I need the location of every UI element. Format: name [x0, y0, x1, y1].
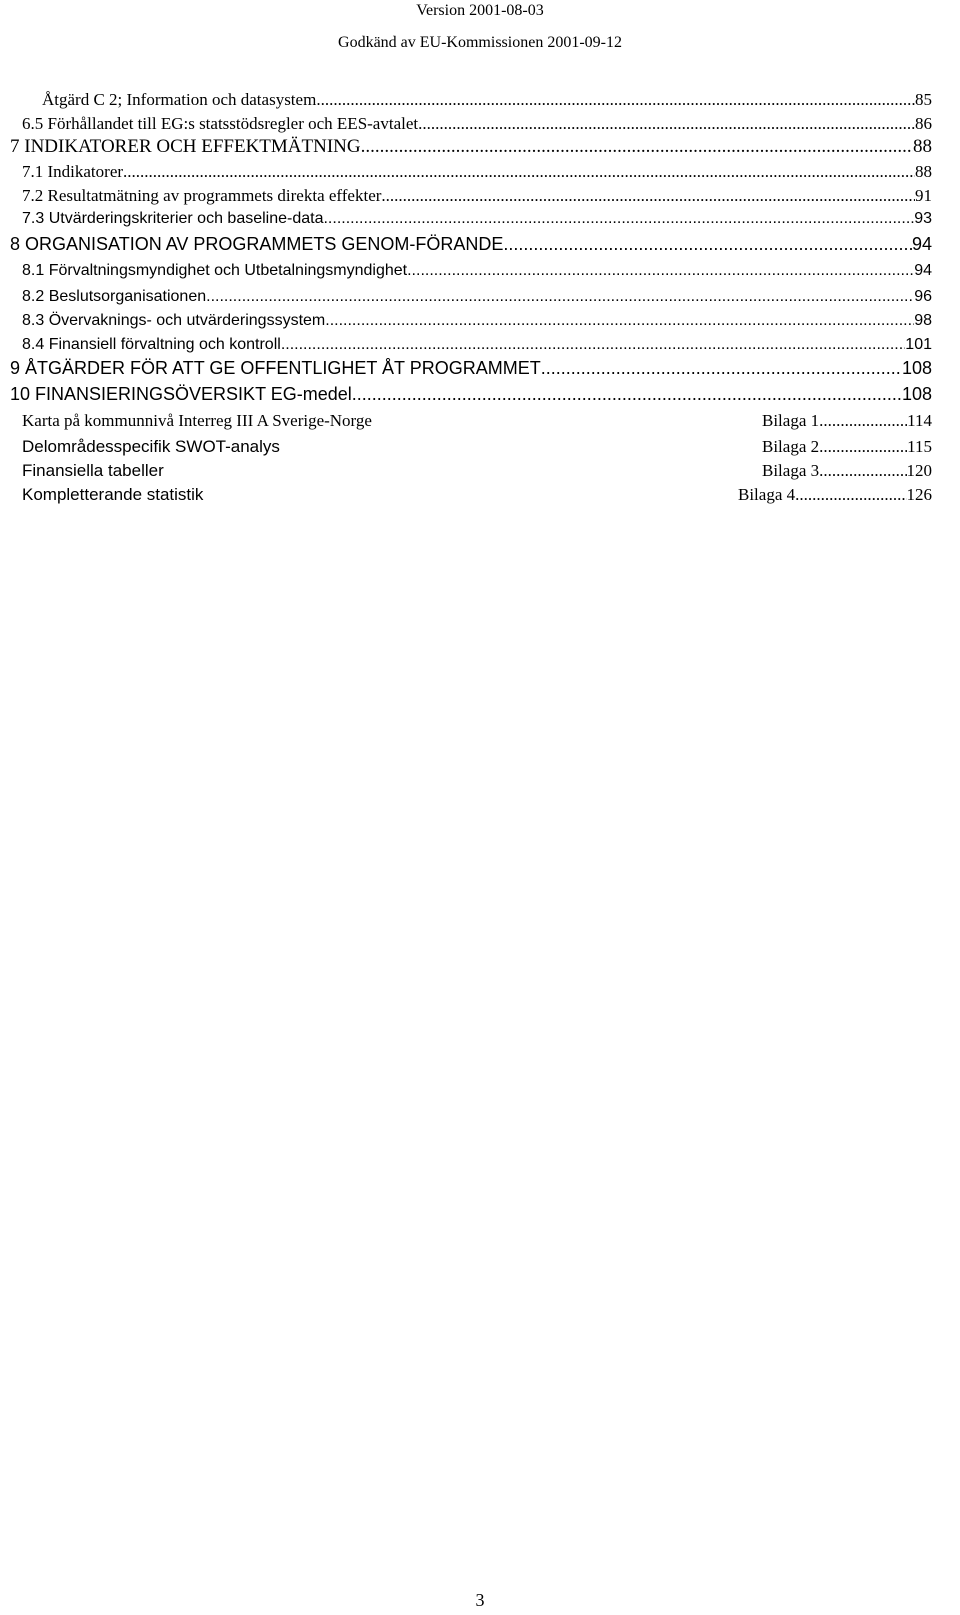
toc-entry-page: 93 [914, 210, 932, 227]
toc-entry[interactable] [22, 262, 932, 280]
toc-entry-title: 9 ÅTGÄRDER FÖR ATT GE OFFENTLIGHET ÅT PROGRAMMET [10, 358, 541, 378]
toc-entry[interactable] [22, 162, 932, 182]
toc-entry-title: Åtgärd C 2; Information och datasystem [42, 90, 317, 109]
appendix-entry[interactable] [762, 437, 932, 457]
toc-entry-title: 7.2 Resultatmätning av programmets direkta effekter [22, 186, 382, 205]
toc-entry-page: 94 [911, 234, 932, 254]
appendix-page: 115 [907, 437, 932, 456]
toc-entry-page: 94 [914, 262, 932, 279]
appendix-title[interactable]: Delområdesspecifik SWOT-analys [22, 437, 280, 456]
toc-entry-title: 8 ORGANISATION AV PROGRAMMETS GENOM-FÖRANDE [10, 234, 504, 254]
toc-entry[interactable] [22, 288, 932, 306]
toc-entry-title: 8.2 Beslutsorganisationen [22, 288, 207, 305]
toc-entry-title: 7.3 Utvärderingskriterier och baseline-data [22, 210, 324, 227]
toc-entry-title: 8.1 Förvaltningsmyndighet och Utbetalningsmyndighet [22, 262, 408, 279]
toc-entry-title: 8.4 Finansiell förvaltning och kontroll [22, 336, 281, 353]
toc-entry[interactable] [42, 90, 932, 110]
toc-entry-page: 86 [915, 114, 932, 133]
toc-entry-page: 88 [913, 136, 932, 157]
toc-entry[interactable] [22, 114, 932, 134]
toc-entry-page: 88 [915, 162, 932, 181]
appendix-label: Bilaga 4 [738, 485, 796, 504]
appendix-page: 126 [906, 485, 932, 504]
toc-entry-title: 7 INDIKATORER OCH EFFEKTMÄTNING [10, 136, 361, 157]
appendix-page: 120 [906, 461, 932, 480]
header-approval: Godkänd av EU-Kommissionen 2001-09-12 [338, 34, 622, 51]
toc-entry[interactable] [10, 358, 932, 379]
toc-entry-page: 85 [915, 90, 932, 109]
toc-entry[interactable] [22, 336, 932, 354]
appendix-entry[interactable] [762, 411, 932, 431]
toc-entry-page: 91 [915, 186, 932, 205]
toc-entry-title: 7.1 Indikatorer [22, 162, 124, 181]
toc-entry-page: 108 [901, 384, 932, 404]
appendix-label: Bilaga 2 [762, 437, 820, 456]
appendix-title[interactable]: Kompletterande statistik [22, 485, 204, 504]
toc-entry-title: 8.3 Övervaknings- och utvärderingssystem [22, 312, 326, 329]
toc-entry[interactable] [22, 210, 932, 228]
toc-entry[interactable] [22, 312, 932, 330]
toc-entry-page: 108 [901, 358, 932, 378]
appendix-page: 114 [907, 411, 932, 430]
toc-entry-page: 96 [914, 288, 932, 305]
page-number: 3 [475, 1590, 485, 1610]
appendix-label: Bilaga 1 [762, 411, 820, 430]
toc-entry[interactable] [22, 186, 932, 206]
toc-entry[interactable] [10, 234, 932, 255]
toc-entry-page: 101 [905, 336, 932, 353]
toc-entry-title: 6.5 Förhållandet till EG:s statsstödsregler och EES-avtalet [22, 114, 419, 133]
appendix-entry[interactable] [762, 461, 932, 481]
toc-entry[interactable] [10, 384, 932, 405]
appendix-label: Bilaga 3 [762, 461, 820, 480]
toc-entry-page: 98 [914, 312, 932, 329]
appendix-entry[interactable] [738, 485, 932, 505]
appendix-title[interactable]: Karta på kommunnivå Interreg III A Sverige-Norge [22, 411, 372, 430]
appendix-title[interactable]: Finansiella tabeller [22, 461, 164, 480]
toc-entry[interactable] [10, 136, 932, 158]
toc-entry-title: 10 FINANSIERINGSÖVERSIKT EG-medel [10, 384, 352, 404]
header-version: Version 2001-08-03 [416, 2, 544, 19]
